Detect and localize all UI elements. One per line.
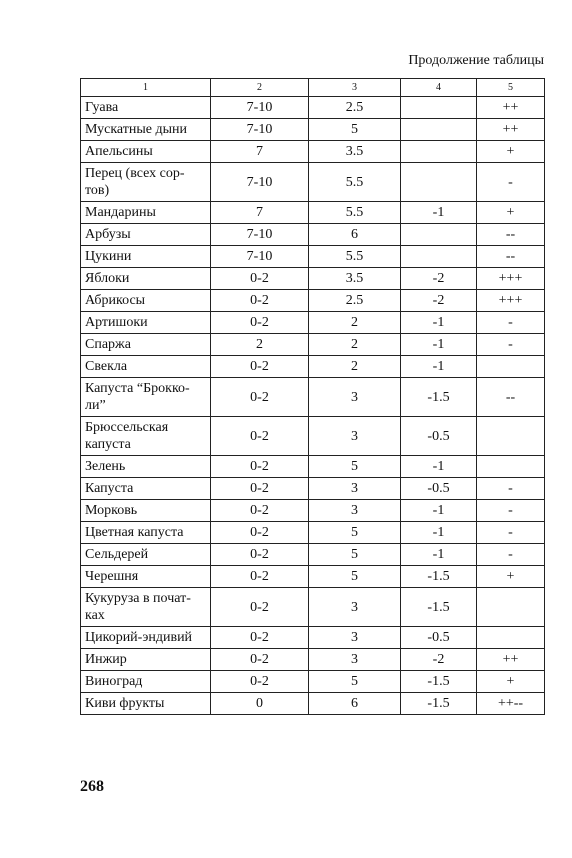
product-name-cell: Абрикосы bbox=[81, 290, 211, 312]
product-name-cell: Мускатные дыни bbox=[81, 119, 211, 141]
table-row bbox=[81, 456, 545, 478]
product-name-cell: Киви фрукты bbox=[81, 693, 211, 715]
value-cell bbox=[477, 588, 545, 627]
value-cell: 5 bbox=[309, 566, 401, 588]
value-cell: -1.5 bbox=[401, 693, 477, 715]
value-cell: 7 bbox=[211, 202, 309, 224]
table-row bbox=[81, 268, 545, 290]
value-cell bbox=[477, 456, 545, 478]
table-row bbox=[81, 693, 545, 715]
value-cell: 7-10 bbox=[211, 246, 309, 268]
value-cell: 6 bbox=[309, 224, 401, 246]
value-cell: - bbox=[477, 544, 545, 566]
value-cell: 5 bbox=[309, 456, 401, 478]
value-cell: -1 bbox=[401, 334, 477, 356]
table-row bbox=[81, 588, 545, 627]
value-cell: - bbox=[477, 522, 545, 544]
product-name-cell: Черешня bbox=[81, 566, 211, 588]
value-cell: 2 bbox=[211, 334, 309, 356]
table-row bbox=[81, 500, 545, 522]
table-row bbox=[81, 97, 545, 119]
value-cell: 7-10 bbox=[211, 163, 309, 202]
value-cell: -1 bbox=[401, 500, 477, 522]
value-cell bbox=[401, 119, 477, 141]
value-cell: +++ bbox=[477, 290, 545, 312]
value-cell: + bbox=[477, 566, 545, 588]
product-name-cell: Капуста bbox=[81, 478, 211, 500]
table-row bbox=[81, 290, 545, 312]
table-row bbox=[81, 478, 545, 500]
value-cell: -- bbox=[477, 246, 545, 268]
value-cell: 0-2 bbox=[211, 627, 309, 649]
value-cell: 3.5 bbox=[309, 141, 401, 163]
value-cell: - bbox=[477, 163, 545, 202]
value-cell: 3 bbox=[309, 588, 401, 627]
value-cell: -1 bbox=[401, 522, 477, 544]
value-cell: 3 bbox=[309, 500, 401, 522]
table-continuation-note: Продолжение таблицы bbox=[408, 53, 544, 68]
column-header: 5 bbox=[477, 79, 545, 97]
value-cell: +++ bbox=[477, 268, 545, 290]
product-name-cell: Арбузы bbox=[81, 224, 211, 246]
product-name-cell: Зелень bbox=[81, 456, 211, 478]
value-cell bbox=[477, 417, 545, 456]
table-row bbox=[81, 671, 545, 693]
value-cell: 5.5 bbox=[309, 202, 401, 224]
table-row bbox=[81, 224, 545, 246]
value-cell: -- bbox=[477, 224, 545, 246]
header-row bbox=[81, 79, 545, 97]
product-name-cell: Инжир bbox=[81, 649, 211, 671]
table-row bbox=[81, 522, 545, 544]
product-name-cell: Цукини bbox=[81, 246, 211, 268]
value-cell: 2 bbox=[309, 312, 401, 334]
value-cell bbox=[401, 246, 477, 268]
table-row bbox=[81, 246, 545, 268]
value-cell: -2 bbox=[401, 268, 477, 290]
value-cell: - bbox=[477, 312, 545, 334]
value-cell: + bbox=[477, 671, 545, 693]
value-cell: + bbox=[477, 141, 545, 163]
value-cell bbox=[477, 356, 545, 378]
value-cell: 6 bbox=[309, 693, 401, 715]
table-row bbox=[81, 119, 545, 141]
value-cell: 5 bbox=[309, 671, 401, 693]
table-row bbox=[81, 141, 545, 163]
value-cell: 0-2 bbox=[211, 588, 309, 627]
product-name-cell: Апельсины bbox=[81, 141, 211, 163]
value-cell: 0-2 bbox=[211, 566, 309, 588]
product-name-cell: Брюссельская капуста bbox=[81, 417, 211, 456]
value-cell: 5.5 bbox=[309, 163, 401, 202]
value-cell: -1.5 bbox=[401, 566, 477, 588]
table-row bbox=[81, 566, 545, 588]
column-header: 2 bbox=[211, 79, 309, 97]
value-cell: 3 bbox=[309, 478, 401, 500]
value-cell: -0.5 bbox=[401, 478, 477, 500]
value-cell: + bbox=[477, 202, 545, 224]
value-cell: -1.5 bbox=[401, 588, 477, 627]
value-cell: 0-2 bbox=[211, 544, 309, 566]
value-cell: -1 bbox=[401, 356, 477, 378]
value-cell: 0-2 bbox=[211, 500, 309, 522]
value-cell: -2 bbox=[401, 290, 477, 312]
value-cell: -1.5 bbox=[401, 671, 477, 693]
value-cell bbox=[401, 97, 477, 119]
value-cell: ++-- bbox=[477, 693, 545, 715]
product-name-cell: Сельдерей bbox=[81, 544, 211, 566]
table-row bbox=[81, 627, 545, 649]
table-row bbox=[81, 163, 545, 202]
value-cell: 0-2 bbox=[211, 378, 309, 417]
value-cell: 0-2 bbox=[211, 671, 309, 693]
value-cell: 7-10 bbox=[211, 97, 309, 119]
column-header: 1 bbox=[81, 79, 211, 97]
value-cell: 3 bbox=[309, 417, 401, 456]
value-cell: - bbox=[477, 334, 545, 356]
value-cell: 0-2 bbox=[211, 312, 309, 334]
value-cell: -1.5 bbox=[401, 378, 477, 417]
value-cell: -1 bbox=[401, 456, 477, 478]
value-cell bbox=[401, 163, 477, 202]
product-name-cell: Морковь bbox=[81, 500, 211, 522]
value-cell: 0-2 bbox=[211, 649, 309, 671]
table-row bbox=[81, 544, 545, 566]
value-cell bbox=[401, 141, 477, 163]
product-name-cell: Цветная капуста bbox=[81, 522, 211, 544]
value-cell: -1 bbox=[401, 544, 477, 566]
column-header: 4 bbox=[401, 79, 477, 97]
table-body bbox=[81, 97, 545, 715]
value-cell: 0-2 bbox=[211, 268, 309, 290]
value-cell: -2 bbox=[401, 649, 477, 671]
value-cell: 2.5 bbox=[309, 290, 401, 312]
product-name-cell: Яблоки bbox=[81, 268, 211, 290]
value-cell: 0-2 bbox=[211, 356, 309, 378]
value-cell: 7 bbox=[211, 141, 309, 163]
value-cell: 0-2 bbox=[211, 417, 309, 456]
table-row bbox=[81, 649, 545, 671]
product-name-cell: Мандарины bbox=[81, 202, 211, 224]
value-cell: 7-10 bbox=[211, 119, 309, 141]
value-cell: -1 bbox=[401, 202, 477, 224]
table-row bbox=[81, 334, 545, 356]
product-name-cell: Цикорий-эндивий bbox=[81, 627, 211, 649]
table-row bbox=[81, 312, 545, 334]
value-cell: 0-2 bbox=[211, 478, 309, 500]
table-row bbox=[81, 202, 545, 224]
product-name-cell: Кукуруза в почат-ках bbox=[81, 588, 211, 627]
value-cell: 0 bbox=[211, 693, 309, 715]
page-number: 268 bbox=[80, 778, 104, 795]
value-cell: ++ bbox=[477, 649, 545, 671]
value-cell: - bbox=[477, 478, 545, 500]
value-cell: 5.5 bbox=[309, 246, 401, 268]
table-row bbox=[81, 356, 545, 378]
value-cell: ++ bbox=[477, 119, 545, 141]
value-cell: -0.5 bbox=[401, 417, 477, 456]
value-cell: ++ bbox=[477, 97, 545, 119]
table-row bbox=[81, 417, 545, 456]
value-cell: 3 bbox=[309, 627, 401, 649]
value-cell: 0-2 bbox=[211, 456, 309, 478]
value-cell: 7-10 bbox=[211, 224, 309, 246]
value-cell: 0-2 bbox=[211, 290, 309, 312]
value-cell: 5 bbox=[309, 119, 401, 141]
value-cell: 5 bbox=[309, 544, 401, 566]
value-cell: 0-2 bbox=[211, 522, 309, 544]
data-table bbox=[80, 78, 545, 715]
value-cell: 3 bbox=[309, 649, 401, 671]
value-cell: 2 bbox=[309, 356, 401, 378]
value-cell: - bbox=[477, 500, 545, 522]
product-name-cell: Свекла bbox=[81, 356, 211, 378]
product-name-cell: Спаржа bbox=[81, 334, 211, 356]
value-cell: 2.5 bbox=[309, 97, 401, 119]
value-cell: -0.5 bbox=[401, 627, 477, 649]
value-cell: -1 bbox=[401, 312, 477, 334]
product-name-cell: Гуава bbox=[81, 97, 211, 119]
value-cell: 3.5 bbox=[309, 268, 401, 290]
value-cell: 2 bbox=[309, 334, 401, 356]
product-name-cell: Виноград bbox=[81, 671, 211, 693]
value-cell bbox=[477, 627, 545, 649]
column-header: 3 bbox=[309, 79, 401, 97]
table-row bbox=[81, 378, 545, 417]
product-name-cell: Перец (всех сор-тов) bbox=[81, 163, 211, 202]
product-name-cell: Артишоки bbox=[81, 312, 211, 334]
value-cell: 5 bbox=[309, 522, 401, 544]
product-name-cell: Капуста “Брокко-ли” bbox=[81, 378, 211, 417]
value-cell bbox=[401, 224, 477, 246]
value-cell: 3 bbox=[309, 378, 401, 417]
value-cell: -- bbox=[477, 378, 545, 417]
